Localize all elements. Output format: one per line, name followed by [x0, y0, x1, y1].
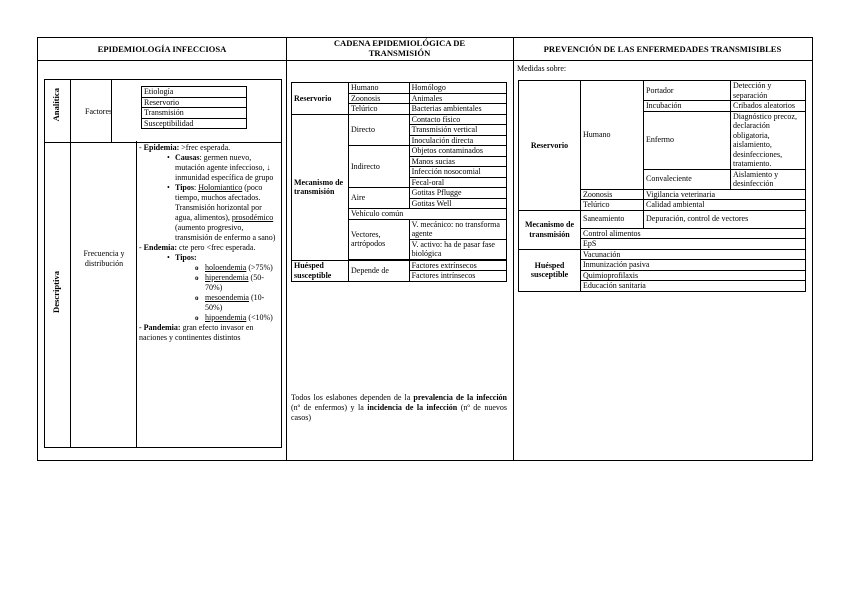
analitica-label: Analítica: [51, 88, 61, 122]
col1-descriptiva-section: [44, 141, 282, 448]
descriptiva-content: - Epidemia: >frec esperada. • Causas: germen nuevo, mutación agente infeccioso, ↓ inmunidad específica de grupo • Tipos: Holomiantico (poco tiempo, muchos afectados. Transmisión horizontal por agua, alimentos), prosodémico (aumento progresivo, transmisión de enfermo a sano) - Endemia: cte pero <frec esperada. • Tipos: o holoendemia (>75%) o hiperendemia (50-70%) o mesoendemia (10-50%) o hipoendemia (<10%) - Pandemia: gran efecto invasor en naciones y continentes distintos: [139, 143, 279, 343]
mecanismo-label: Mecanismo de transmisión: [294, 177, 344, 196]
factor-item: Etiología: [142, 87, 247, 98]
epidemia-label: Epidemia:: [143, 143, 180, 152]
frecuencia-label: Frecuencia y distribución: [83, 249, 125, 268]
factor-item: Reservorio: [142, 97, 247, 108]
factor-item: Susceptibilidad: [142, 118, 247, 129]
descriptiva-label: Descriptiva: [51, 271, 61, 314]
medidas-label: Medidas sobre:: [517, 64, 567, 73]
prevencion-table: Reservorio Humano Portador Detección y separación Incubación Cribados aleatorios Enfermo Diagnóstico precoz, declaración obligatoria, aislamiento, desinfecciones, tratamiento. Convaleciente Aislamiento y desinfección Zoonosis Vigilancia veterinaria Telúrico Calidad ambiental Mecanismo de transmisión Saneamiento Depuración, control de vectores Control alimentos EpS Huésped susceptible Vacunación Inmunización pasiva Quimioprofilaxis Educación sanitaria: [518, 80, 806, 292]
reservorio-label: Reservorio: [294, 93, 332, 103]
col1-analitica-section: [44, 79, 282, 143]
endemia-label: Endemia:: [143, 243, 178, 252]
pandemia-label: Pandemia:: [143, 323, 181, 332]
factor-item: Transmisión: [142, 108, 247, 119]
factores-label: Factores: [85, 107, 113, 116]
cadena-note: Todos los eslabones dependen de la prevalencia de la infección (nº de enfermos) y la incidencia de la infección (nº de nuevos casos): [291, 393, 507, 422]
cadena-table: Reservorio Humano Homólogo Zoonosis Animales Telúrico Bacterias ambientales Mecanismo de transmisión Directo Contacto físico Transmisión vertical Inoculación directa Indirecto Objetos contaminados Manos sucias Infección nosocomial Fecal-oral Aire Gotitas Pflugge Gotitas Well Vehículo común Vectores, artrópodos V. mecánico: no transforma agente V. activo: ha de pasar fase biológica Huésped susceptible Depende de Factores extrínsecos Factores intrínsecos: [291, 82, 507, 282]
header-prevencion: PREVENCIÓN DE LAS ENFERMEDADES TRANSMISIBLES: [543, 44, 782, 54]
column-divider: [513, 37, 514, 460]
header-epidemiologia: EPIDEMIOLOGÍA INFECCIOSA: [97, 44, 227, 54]
header-cadena: CADENA EPIDEMIOLÓGICA DE TRANSMISIÓN: [333, 38, 466, 58]
factores-list: [141, 86, 247, 129]
column-divider: [286, 37, 287, 460]
huesped-label: Huésped susceptible: [294, 261, 332, 280]
header-rule: [37, 60, 813, 61]
